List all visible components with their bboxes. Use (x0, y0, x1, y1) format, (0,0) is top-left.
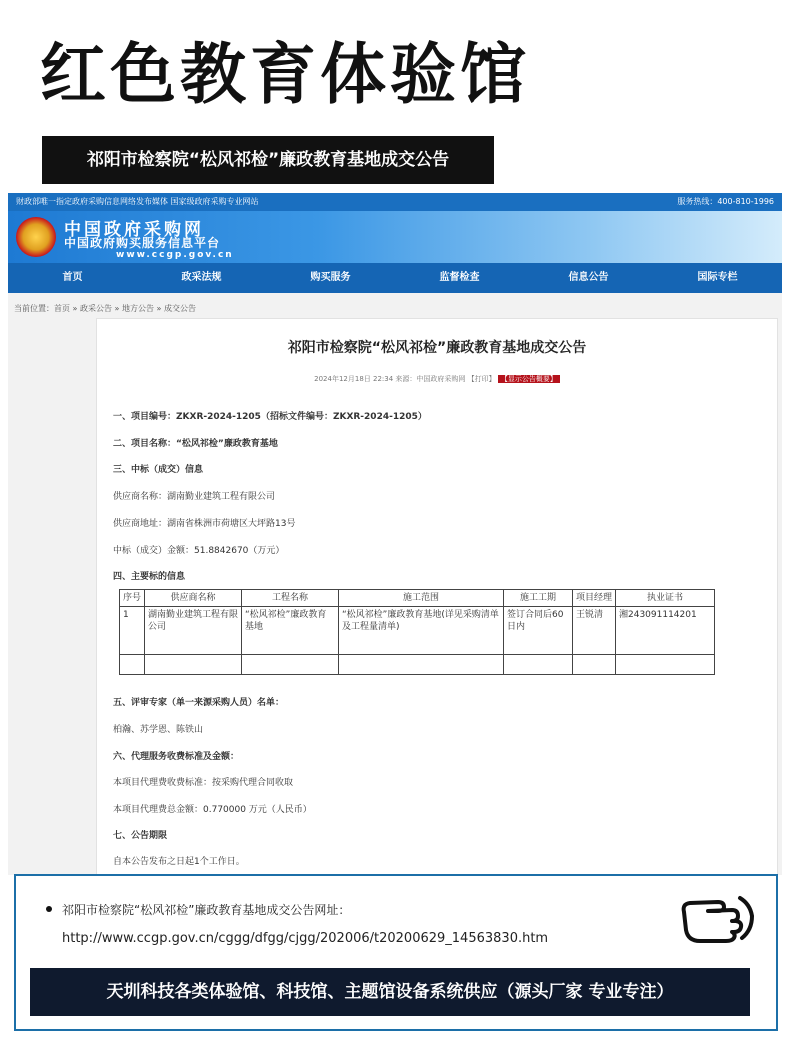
notice-line: 五、评审专家（单一来源采购人员）名单： (113, 698, 285, 708)
site-url[interactable]: www.ccgp.gov.cn (116, 250, 234, 260)
nav-international[interactable]: 国际专栏 (697, 272, 738, 283)
nav-announcements[interactable]: 信息公告 (568, 272, 609, 283)
footer-banner: 天圳科技各类体验馆、科技馆、主题馆设备系统供应（源头厂家 专业专注） (30, 968, 750, 1016)
notice-title: 祁阳市检察院“松风祁检”廉政教育基地成交公告 (287, 340, 587, 356)
notice-line: 本项目代理费收费标准：按采购代理合同收取 (113, 778, 294, 788)
table-header: 工程名称 (242, 590, 339, 607)
table-cell (242, 655, 339, 675)
notice-url-link[interactable]: http://www.ccgp.gov.cn/cggg/dfgg/cjgg/202006/t20200629_14563830.htm (62, 931, 549, 946)
notice-line: 供应商地址：湖南省株洲市荷塘区大坪路13号 (113, 519, 296, 529)
table-header: 序号 (120, 590, 145, 607)
table-cell (573, 655, 616, 675)
notice-line: 四、主要标的信息 (113, 572, 186, 582)
notice-line: 二、项目名称：“松风祁检”廉政教育基地 (113, 439, 278, 449)
url-box (14, 874, 778, 1031)
table-header: 施工工期 (504, 590, 573, 607)
table-cell (504, 655, 573, 675)
site-name: 中国政府采购网 (64, 220, 204, 240)
nav-home[interactable]: 首页 (62, 272, 83, 283)
notice-line: 七、公告期限 (113, 831, 168, 841)
table-cell: 湘243091114201 (616, 607, 715, 655)
notice-line: 自本公告发布之日起1个工作日。 (113, 857, 245, 867)
table-cell (616, 655, 715, 675)
table-cell (339, 655, 504, 675)
table-header: 施工范围 (339, 590, 504, 607)
table-cell: 湖南勤业建筑工程有限公司 (145, 607, 242, 655)
notice-line: 本项目代理费总金额：0.770000 万元（人民币） (113, 805, 312, 815)
notice-panel (96, 318, 778, 875)
nav-supervision[interactable]: 监督检查 (439, 272, 480, 283)
table-cell: 签订合同后60日内 (504, 607, 573, 655)
nav-regulations[interactable]: 政采法规 (181, 272, 222, 283)
site-banner (8, 211, 782, 263)
main-nav (8, 263, 782, 293)
table-cell (120, 655, 145, 675)
table-header: 执业证书 (616, 590, 715, 607)
url-label: 祁阳市检察院“松风祁检”廉政教育基地成交公告网址： (62, 903, 351, 917)
notice-line: 柏瀚、苏学恩、陈铁山 (113, 725, 204, 735)
table-row (120, 607, 715, 655)
table-cell: 1 (120, 607, 145, 655)
site-top-strip (8, 193, 782, 211)
notice-line: 三、中标（成交）信息 (113, 465, 204, 475)
bullet-icon (46, 906, 52, 912)
table-cell (145, 655, 242, 675)
table-header: 供应商名称 (145, 590, 242, 607)
notice-line: 中标（成交）金额：51.8842670（万元） (113, 546, 285, 556)
website-screenshot (8, 193, 782, 875)
notice-line: 供应商名称：湖南勤业建筑工程有限公司 (113, 492, 276, 502)
nav-purchase-services[interactable]: 购买服务 (310, 272, 351, 283)
site-slogan: 财政部唯一指定政府采购信息网络发布媒体 国家级政府采购专业网站 (16, 197, 259, 206)
notice-meta (97, 374, 777, 384)
table-header: 项目经理 (573, 590, 616, 607)
page-headline: 红色教育体验馆 (40, 36, 530, 113)
service-hotline: 服务热线：400-810-1996 (677, 197, 774, 206)
main-items-table (119, 589, 715, 675)
table-cell: “松风祁检”廉政教育基地 (242, 607, 339, 655)
table-cell: “松风祁检”廉政教育基地(详见采购清单及工程量清单) (339, 607, 504, 655)
subtitle-bar: 祁阳市检察院“松风祁检”廉政教育基地成交公告 (42, 136, 494, 184)
table-header-row (120, 590, 715, 607)
notice-line: 一、项目编号：ZKXR-2024-1205（招标文件编号：ZKXR-2024-1205） (113, 412, 427, 422)
notice-meta-text: 2024年12月18日 22:34 来源：中国政府采购网 【打印】 (314, 375, 496, 383)
pointing-hand-icon (678, 890, 758, 946)
national-emblem-icon (16, 217, 56, 257)
breadcrumb: 当前位置：首页 » 政采公告 » 地方公告 » 成交公告 (14, 304, 196, 313)
table-row-empty (120, 655, 715, 675)
table-cell: 王锐清 (573, 607, 616, 655)
notice-line: 六、代理服务收费标准及金额： (113, 752, 240, 762)
show-summary-button[interactable]: 【显示公告概要】 (498, 375, 560, 383)
site-subname: 中国政府购买服务信息平台 (64, 236, 221, 250)
